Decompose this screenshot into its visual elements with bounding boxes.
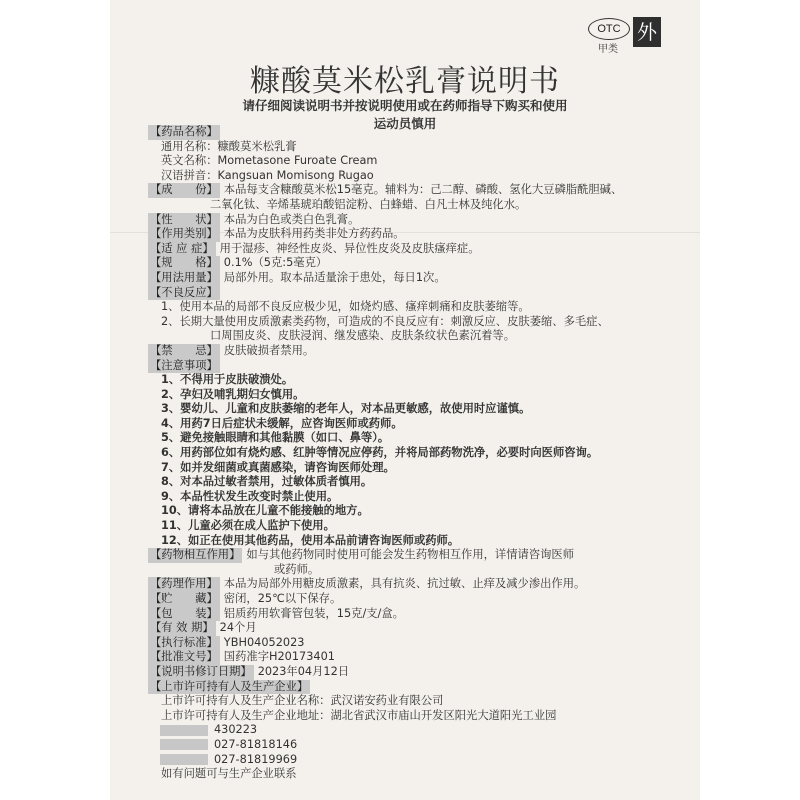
precaution-item: 9、本品性状发生改变时禁止使用。 <box>161 489 339 503</box>
section-approval: 【批准文号】 国药准字H20173401 <box>150 650 335 664</box>
precaution-item: 6、用药部位如有烧灼感、红肿等情况应停药，并将局部药物洗净，必要时向医师咨询。 <box>161 446 599 460</box>
leaflet-content <box>148 125 668 782</box>
section-properties: 【性 状】 本品为白色或类白色乳膏。 <box>150 212 360 226</box>
athlete-warning: 运动员慎用 <box>373 116 437 131</box>
contact-footer: 如有问题可与生产企业联系 <box>161 767 297 781</box>
section-indications: 【适 应 症】 用于湿疹、神经性皮炎、异位性皮炎及皮肤瘙痒症。 <box>150 241 480 255</box>
precaution-item: 2、孕妇及哺乳期妇女慎用。 <box>161 387 305 401</box>
common-name-row: 通用名称：糠酸莫米松乳膏 <box>161 139 297 153</box>
section-standard: 【执行标准】 YBH04052023 <box>150 635 305 649</box>
precaution-item: 11、儿童必须在成人监护下使用。 <box>161 519 335 533</box>
phone-row: 027-81818146 <box>148 738 668 753</box>
external-use-badge: 外 <box>633 17 661 47</box>
holder-name-row: 上市许可持有人及生产企业名称：武汉诺安药业有限公司 <box>161 694 444 708</box>
leaflet-title: 糠酸莫米松乳膏说明书 <box>250 64 560 99</box>
english-name-row: 英文名称：Mometasone Furoate Cream <box>161 154 378 168</box>
section-holder: 【上市许可持有人及生产企业】 <box>150 679 309 693</box>
section-revision-date: 【说明书修订日期】 2023年04月12日 <box>150 664 350 678</box>
precaution-item: 7、如并发细菌或真菌感染，请咨询医师处理。 <box>161 460 395 474</box>
section-interactions: 【药物相互作用】 如与其他药物同时使用可能会发生药物相互作用，详情请咨询医师 <box>150 548 575 562</box>
precaution-item: 8、对本品过敏者禁用，过敏体质者慎用。 <box>161 475 373 489</box>
section-pharmacology: 【药理作用】 本品为局部外用糖皮质激素，具有抗炎、抗过敏、止痒及减少渗出作用。 <box>150 577 586 591</box>
adverse-item-2: 2、长期大量使用皮质激素类药物，可造成的不良反应有：刺激反应、皮肤萎缩、多毛症、 <box>161 314 609 328</box>
otc-badge: OTC <box>588 18 630 40</box>
section-package: 【包 装】 铝质药用软膏管包装，15克/支/盒。 <box>150 606 404 620</box>
precaution-item: 10、请将本品放在儿童不能接触的地方。 <box>161 504 369 518</box>
section-category: 【作用类别】 本品为皮肤科用药类非处方药药品。 <box>150 227 405 241</box>
adverse-item-1: 1、使用本品的局部不良反应极少见，如烧灼感、瘙痒刺痛和皮肤萎缩等。 <box>161 300 530 314</box>
section-adverse-reactions: 【不良反应】 <box>150 285 218 299</box>
holder-address-row: 上市许可持有人及生产企业地址：湖北省武汉市庙山开发区阳光大道阳光工业园 <box>161 708 557 722</box>
precaution-item: 4、用药7日后症状未缓解，应咨询医师或药师。 <box>161 416 403 430</box>
fax-row: 027-81819969 <box>148 753 668 768</box>
pinyin-name-row: 汉语拼音：Kangsuan Momisong Rugao <box>161 168 374 182</box>
section-drug-name: 【药品名称】 <box>150 125 218 138</box>
postcode-row: 430223 <box>148 723 668 738</box>
redacted-label <box>160 739 208 750</box>
precaution-item: 12、如正在使用其他药品，使用本品前请咨询医师或药师。 <box>161 533 460 547</box>
section-ingredients: 【成 份】 本品每支含糠酸莫米松15毫克。辅料为：己二醇、磷酸、氢化大豆磷脂酰胆碱、 <box>150 183 623 197</box>
precaution-item: 3、婴幼儿、儿童和皮肤萎缩的老年人，对本品更敏感，故使用时应谨慎。 <box>161 402 531 416</box>
redacted-label <box>160 725 208 736</box>
section-specification: 【规 格】 0.1%（5克:5毫克） <box>150 256 328 270</box>
section-precautions: 【注意事项】 <box>150 358 218 372</box>
precaution-item: 5、避免接触眼睛和其他黏膜（如口、鼻等）。 <box>161 431 390 445</box>
redacted-label <box>160 754 208 765</box>
ingredients-continuation: 二氧化钛、辛烯基琥珀酸铝淀粉、白蜂蜡、白凡士林及纯化水。 <box>210 197 527 211</box>
otc-class-label: 甲类 <box>598 44 618 55</box>
adverse-item-2-continuation: 口周围皮炎、皮肤浸润、继发感染、皮肤条纹状色素沉着等。 <box>210 329 516 343</box>
section-dosage: 【用法用量】 局部外用。取本品适量涂于患处，每日1次。 <box>150 270 446 284</box>
interactions-continuation: 或药师。 <box>274 562 320 576</box>
section-storage: 【贮 藏】 密闭，25℃以下保存。 <box>150 592 342 605</box>
leaflet-subtitle: 请仔细阅读说明书并按说明使用或在药师指导下购买和使用 <box>242 98 568 113</box>
section-contraindication: 【禁 忌】 皮肤破损者禁用。 <box>150 343 315 357</box>
precaution-item: 1、不得用于皮肤破溃处。 <box>161 373 294 387</box>
section-validity: 【有 效 期】 24个月 <box>150 621 257 635</box>
